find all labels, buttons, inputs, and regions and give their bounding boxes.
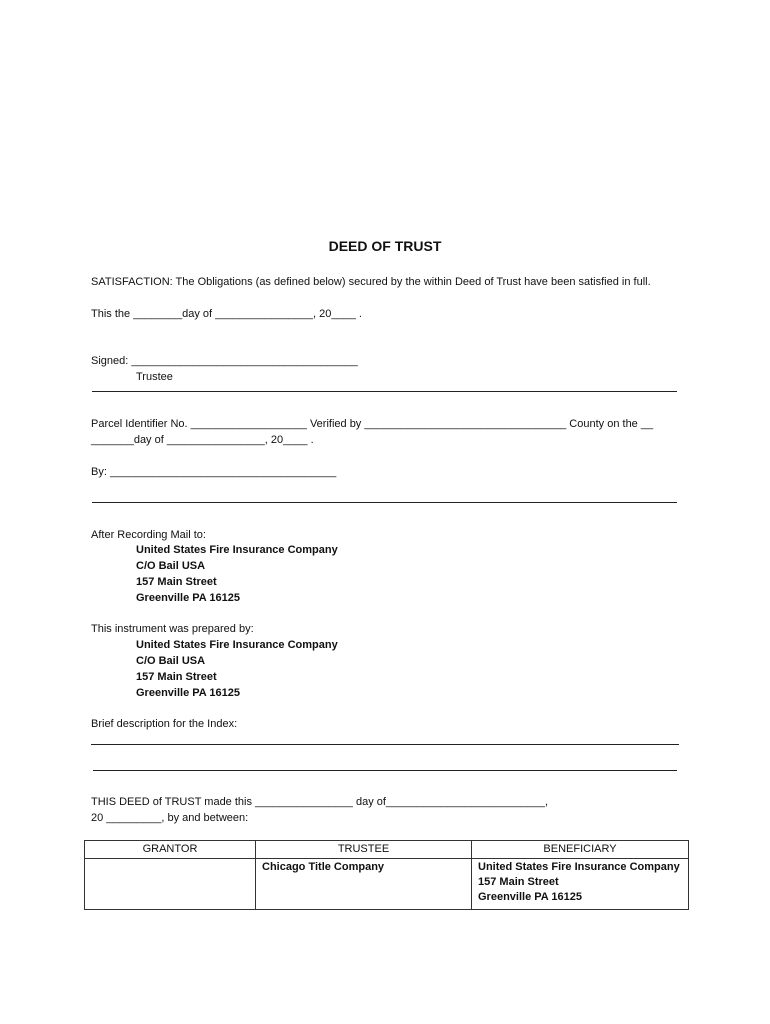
prepared-by-address-line: C/O Bail USA (136, 655, 206, 667)
signed-line: Signed: _____________________________________ (91, 355, 358, 367)
grantor-cell (85, 859, 256, 910)
divider-line (92, 391, 677, 392)
prepared-by-address-line: Greenville PA 16125 (136, 687, 240, 699)
beneficiary-cell (472, 859, 689, 910)
prepared-by-address-line: 157 Main Street (136, 671, 217, 683)
beneficiary-line: 157 Main Street (478, 876, 559, 888)
prepared-by-label: This instrument was prepared by: (91, 623, 254, 635)
description-line (91, 744, 679, 745)
grantor-header: GRANTOR (85, 841, 256, 859)
trustee-label: Trustee (136, 371, 173, 383)
deed-year-line: 20 _________, by and between: (91, 812, 249, 824)
parcel-identifier-line: Parcel Identifier No. ___________________ Verified by _________________________________ County on the __ (91, 418, 654, 430)
divider-line (92, 502, 677, 503)
beneficiary-line: Greenville PA 16125 (478, 891, 582, 903)
deed-made-line: THIS DEED of TRUST made this ________________ day of__________________________, (91, 796, 549, 808)
beneficiary-header: BENEFICIARY (472, 841, 689, 859)
satisfaction-text: SATISFACTION: The Obligations (as defined below) secured by the within Deed of Trust have been satisfied in full. (91, 276, 651, 288)
after-recording-address-line: United States Fire Insurance Company (136, 544, 338, 556)
prepared-by-address-line: United States Fire Insurance Company (136, 639, 338, 651)
by-line: By: _____________________________________ (91, 466, 337, 478)
document-title: DEED OF TRUST (328, 238, 442, 254)
after-recording-address-line: Greenville PA 16125 (136, 592, 240, 604)
after-recording-address-line: C/O Bail USA (136, 560, 206, 572)
trustee-cell: Chicago Title Company (256, 859, 472, 910)
table-row (85, 859, 689, 910)
description-line (93, 770, 677, 771)
after-recording-label: After Recording Mail to: (91, 529, 206, 541)
satisfaction-date-line: This the ________day of ________________, 20____ . (91, 308, 362, 320)
trustee-header: TRUSTEE (256, 841, 472, 859)
brief-description-label: Brief description for the Index: (91, 718, 238, 730)
beneficiary-line: United States Fire Insurance Company (478, 861, 680, 873)
after-recording-address-line: 157 Main Street (136, 576, 217, 588)
parcel-date-line: _______day of ________________, 20____ . (91, 434, 314, 446)
parties-table (84, 840, 689, 910)
table-header-row (85, 841, 689, 859)
